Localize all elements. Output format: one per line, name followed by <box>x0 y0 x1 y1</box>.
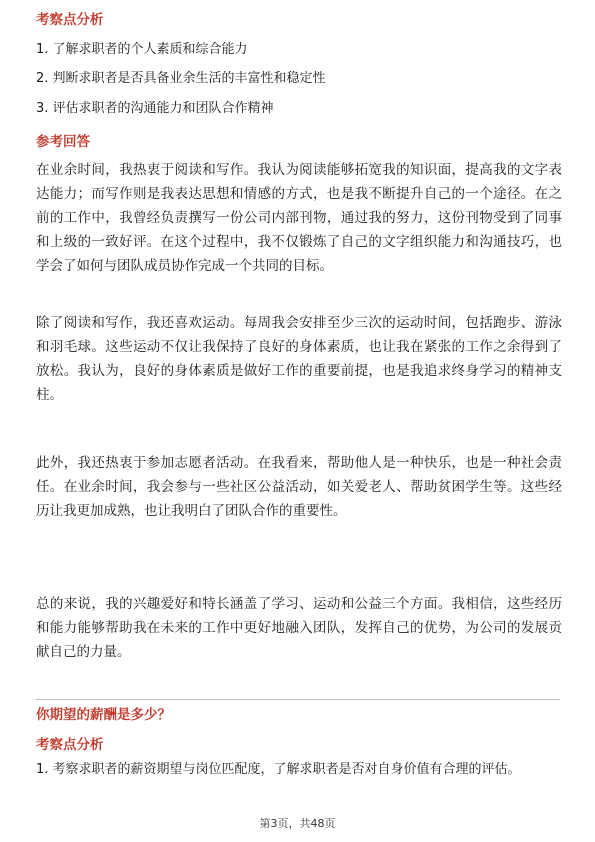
analysis-point-3: 3. 评估求职者的沟通能力和团队合作精神 <box>36 101 274 116</box>
answer-paragraph-1: 在业余时间，我热衷于阅读和写作。我认为阅读能够拓宽我的知识面，提高我的文字表达能力；而写作则是我表达思想和情感的方式，也是我不断提升自己的一个途径。在之前的工作中，我曾经负责撰写一份公司内部刊物，通过我的努力，这份刊物受到了同事和上级的一致好评。在这个过程中，我不仅锻炼了自己的文字组织能力和沟通技巧，也学会了如何与团队成员协作完成一个共同的目标。 <box>36 162 562 274</box>
analysis-heading-2: 考察点分析 <box>36 737 104 753</box>
answer-paragraph-3: 此外，我还热衷于参加志愿者活动。在我看来，帮助他人是一种快乐，也是一种社会责任。在业余时间，我会参与一些社区公益活动，如关爱老人、帮助贫困学生等。这些经历让我更加成熟，也让我明白了团队合作的重要性。 <box>36 455 562 519</box>
section-divider <box>36 699 560 700</box>
analysis-point-1: 1. 了解求职者的个人素质和综合能力 <box>36 42 248 57</box>
answer-paragraph-4: 总的来说，我的兴趣爱好和特长涵盖了学习、运动和公益三个方面。我相信，这些经历和能力能够帮助我在未来的工作中更好地融入团队，发挥自己的优势，为公司的发展贡献自己的力量。 <box>36 596 562 660</box>
analysis-point-2: 2. 判断求职者是否具备业余生活的丰富性和稳定性 <box>36 71 326 86</box>
analysis-heading: 考察点分析 <box>36 12 104 28</box>
answer-heading: 参考回答 <box>36 134 90 150</box>
page-number: 第3页，共48页 <box>259 817 336 830</box>
answer-paragraph-2: 除了阅读和写作，我还喜欢运动。每周我会安排至少三次的运动时间，包括跑步、游泳和羽毛球。这些运动不仅让我保持了良好的身体素质，也让我在紧张的工作之余得到了放松。我认为，良好的身体素质是做好工作的重要前提，也是我追求终身学习的精神支柱。 <box>36 315 562 403</box>
question-heading: 你期望的薪酬是多少？ <box>36 707 171 723</box>
analysis-point-2-1: 1. 考察求职者的薪资期望与岗位匹配度，了解求职者是否对自身价值有合理的评估。 <box>36 762 521 777</box>
